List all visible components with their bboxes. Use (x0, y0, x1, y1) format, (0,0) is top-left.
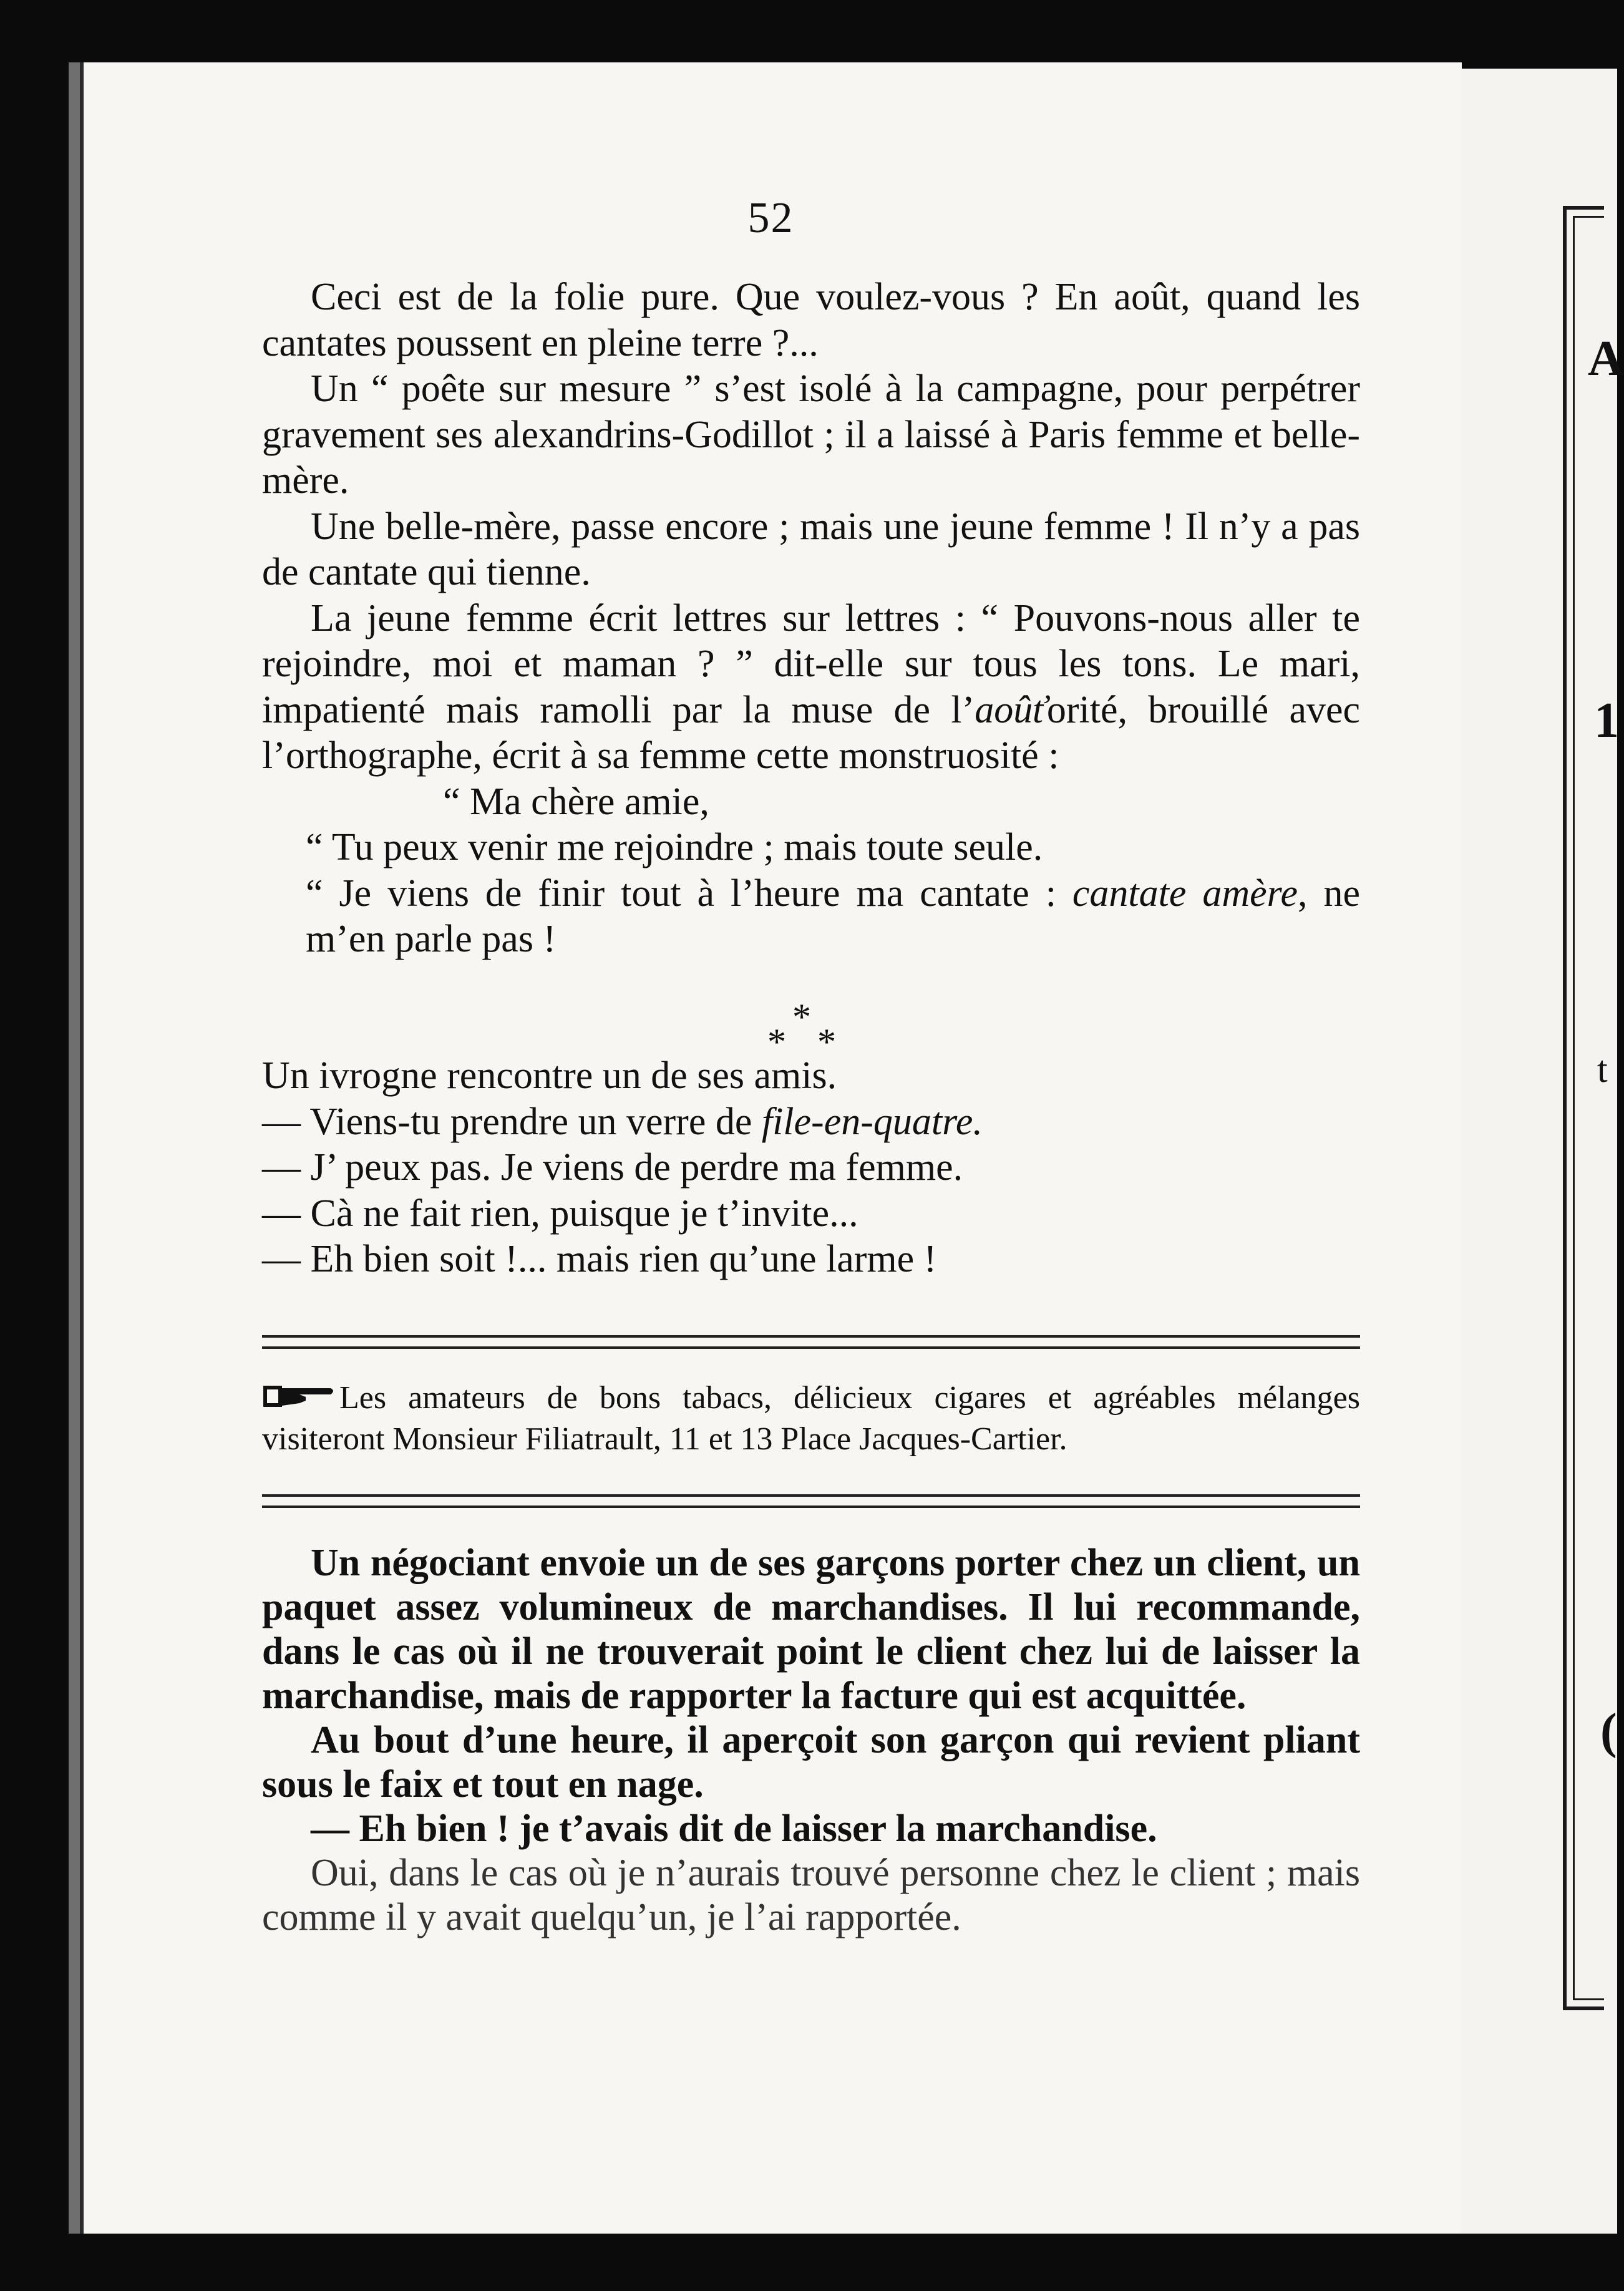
story-ivrogne (262, 1053, 1360, 1283)
text-run: orité, brouillé avec l’orthographe, écrit à sa femme cette monstruosité : (262, 688, 1360, 777)
paragraph: Oui, dans le cas où je n’aurais trouvé personne chez le client ; mais comme il y avait quelqu’un, je l’ai rapportée. (262, 1852, 1360, 1938)
double-rule (262, 1494, 1360, 1508)
asterisk: * (792, 996, 811, 1038)
asterisk: * (767, 1021, 786, 1063)
text-run: La jeune femme écrit lettres sur lettres : “ Pouvons-nous aller te rejoindre, moi et maman ? ” dit-elle sur tous les tons. Le mari, impatienté mais ramolli par la muse de l’ (262, 596, 1360, 731)
italic-text: file-en-quatre. (761, 1100, 983, 1143)
page-number: 52 (747, 194, 794, 242)
paragraph: Un ivrogne rencontre un de ses amis. (262, 1054, 837, 1097)
paragraph: Un “ poête sur mesure ” s’est isolé à la campagne, pour perpétrer gravement ses alexandrins-Godillot ; il a laissé à Paris femme et belle-mère. (262, 367, 1360, 502)
italic-text: aoûť (975, 688, 1047, 731)
dialogue-line: — J’ peux pas. Je viens de perdre ma femme. (262, 1146, 963, 1189)
letter-line: “ Tu peux venir me rejoindre ; mais toute seule. (306, 826, 1043, 868)
text-run: — Viens-tu prendre un verre de (262, 1100, 762, 1143)
paragraph: Un négociant envoie un de ses garçons porter chez un client, un paquet assez volumineux de marchandises. Il lui recommande, dans le cas où il ne trouverait point le client chez lui de laisser la marchandise, mais de rapporter la facture qui est acquittée. (262, 1542, 1360, 1717)
facing-page-fragment: ( (1600, 1704, 1617, 1759)
double-rule (262, 1335, 1360, 1349)
facing-page-fragment: 1 (1594, 693, 1619, 748)
paragraph: Au bout d’une heure, il aperçoit son garçon qui revient pliant sous le faix et tout en nage. (262, 1719, 1360, 1806)
text-run: , ne m’en parle pas ! (306, 872, 1360, 960)
story-cantate (262, 275, 1360, 963)
paragraph (262, 596, 1360, 779)
paragraph: Une belle-mère, passe encore ; mais une jeune femme ! Il n’y a pas de cantate qui tienne. (262, 505, 1360, 593)
dialogue-line: — Eh bien soit !... mais rien qu’une larme ! (262, 1238, 937, 1280)
dialogue-line: — Cà ne fait rien, puisque je t’invite... (262, 1192, 858, 1235)
letter-line: “ Ma chère amie, (443, 780, 709, 823)
pointing-hand-icon (262, 1381, 337, 1420)
facing-page-border (1563, 206, 1604, 2010)
story-negociant (262, 1541, 1360, 1940)
letter-line (262, 871, 1360, 963)
advertisement-text: Les amateurs de bons tabacs, délicieux cigares et agréables mélanges visiteront Monsieur Filiatrault, 11 et 13 Place Jacques-Cartier. (262, 1380, 1360, 1457)
facing-page-fragment: t (1597, 1049, 1608, 1090)
facing-page-fragment: A (1588, 331, 1624, 386)
dialogue-line (262, 1099, 1360, 1146)
paragraph: Ceci est de la folie pure. Que voulez-vous ? En août, quand les cantates poussent en pleine terre ?... (262, 276, 1360, 364)
text-run: “ Je viens de finir tout à l’heure ma cantate : (306, 872, 1072, 915)
advertisement (262, 1379, 1360, 1459)
italic-text: cantate amère (1072, 872, 1298, 915)
paragraph: — Eh bien ! je t’avais dit de laisser la marchandise. (311, 1807, 1157, 1850)
asterisk: * (817, 1021, 836, 1063)
